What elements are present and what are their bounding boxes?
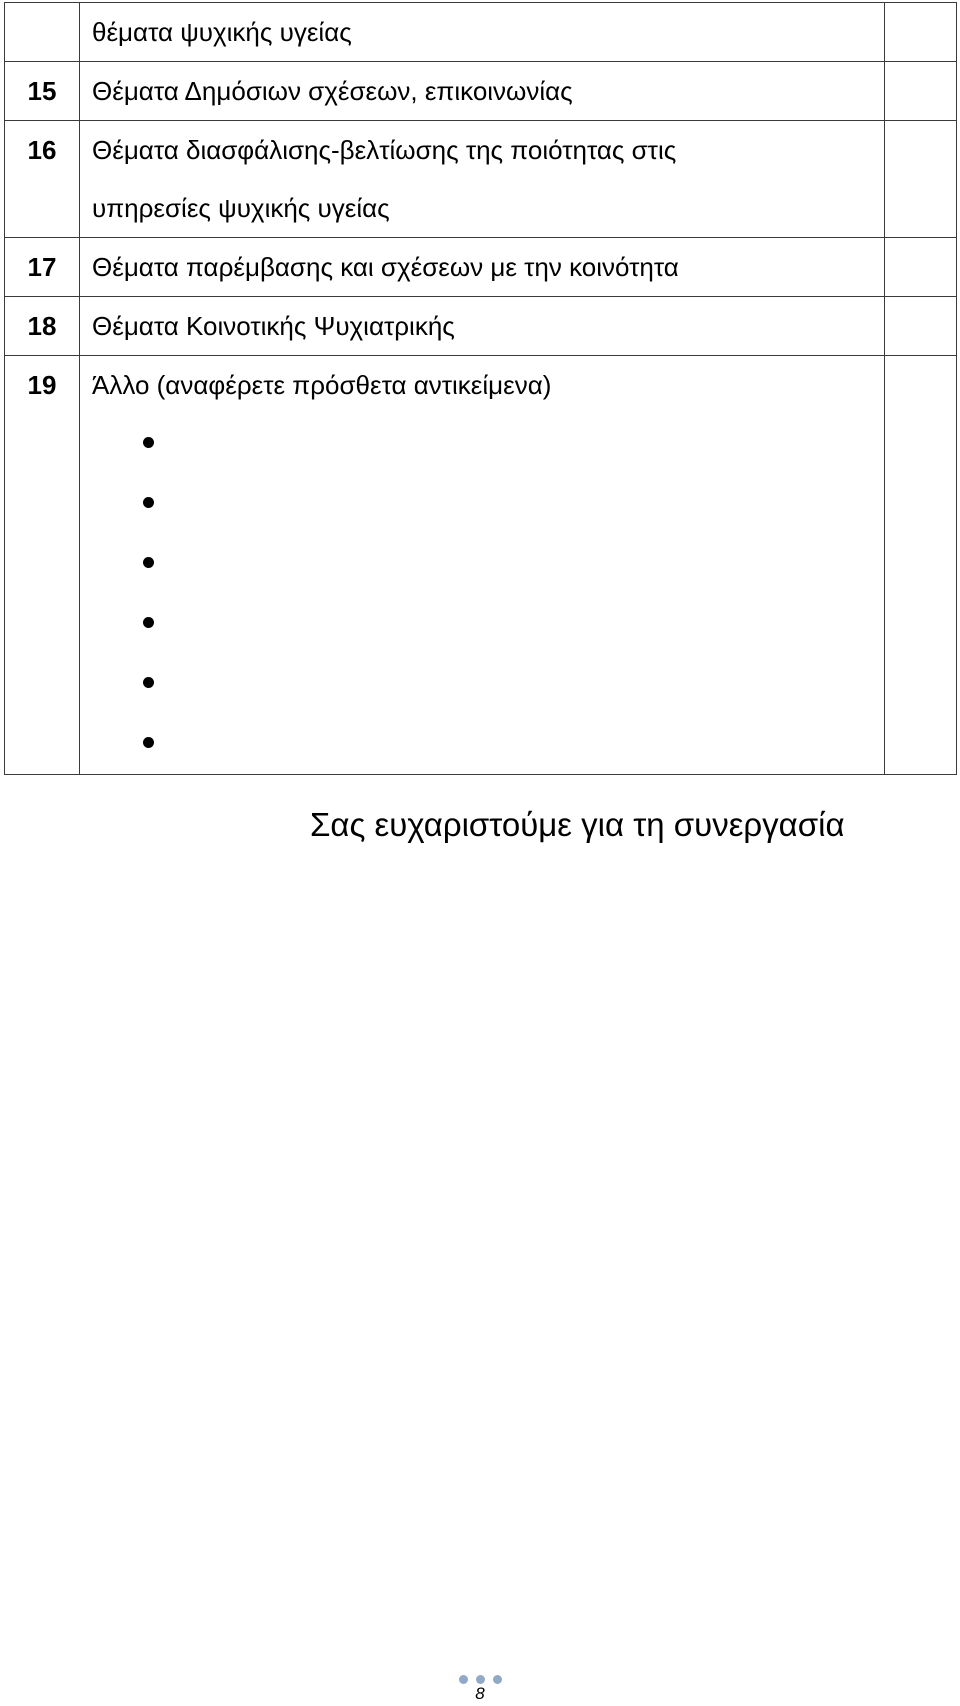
- row-number: 17: [5, 238, 80, 297]
- bullet-item[interactable]: [92, 594, 884, 654]
- table-row: [5, 62, 957, 121]
- row-number: 18: [5, 297, 80, 356]
- dot-icon: [476, 1675, 485, 1684]
- bullet-icon: [143, 557, 154, 568]
- row-number: 15: [5, 62, 80, 121]
- topics-table: [4, 2, 957, 775]
- row-text: θέματα ψυχικής υγείας: [80, 3, 885, 62]
- bullet-icon: [143, 677, 154, 688]
- bullet-item[interactable]: [92, 474, 884, 534]
- dot-icon: [459, 1675, 468, 1684]
- footer-dots-icon: [459, 1675, 502, 1684]
- row-text: [80, 121, 885, 238]
- row-number: 19: [5, 356, 80, 775]
- table-row: [5, 3, 957, 62]
- bullet-item[interactable]: [92, 654, 884, 714]
- table-row: [5, 356, 957, 775]
- answer-cell[interactable]: [885, 3, 957, 62]
- answer-cell[interactable]: [885, 356, 957, 775]
- row-text: Θέματα παρέμβασης και σχέσεων με την κοινότητα: [80, 238, 885, 297]
- answer-cell[interactable]: [885, 121, 957, 238]
- bullet-item[interactable]: [92, 414, 884, 474]
- row-text: Θέματα Δημόσιων σχέσεων, επικοινωνίας: [80, 62, 885, 121]
- row-number: [5, 3, 80, 62]
- answer-cell[interactable]: [885, 62, 957, 121]
- bullet-item[interactable]: [92, 534, 884, 594]
- bullet-icon: [143, 437, 154, 448]
- answer-cell[interactable]: [885, 238, 957, 297]
- dot-icon: [493, 1675, 502, 1684]
- row-number: 16: [5, 121, 80, 238]
- row-text: Θέματα Κοινοτικής Ψυχιατρικής: [80, 297, 885, 356]
- bullet-icon: [143, 497, 154, 508]
- bullet-icon: [143, 617, 154, 628]
- table-row: [5, 297, 957, 356]
- row-text-line-1: Θέματα διασφάλισης-βελτίωσης της ποιότητας στις: [92, 135, 677, 165]
- row-text-line-2: υπηρεσίες ψυχικής υγείας: [92, 193, 390, 223]
- bullet-icon: [143, 737, 154, 748]
- thanks-message: Σας ευχαριστούμε για τη συνεργασία: [310, 806, 845, 843]
- table-row: [5, 121, 957, 238]
- other-label: Άλλο (αναφέρετε πρόσθετα αντικείμενα): [92, 370, 552, 400]
- bullet-item[interactable]: [92, 714, 884, 774]
- bullet-list: [92, 414, 884, 774]
- page-number: 8: [475, 1684, 485, 1703]
- table-row: [5, 238, 957, 297]
- row-text: [80, 356, 885, 775]
- answer-cell[interactable]: [885, 297, 957, 356]
